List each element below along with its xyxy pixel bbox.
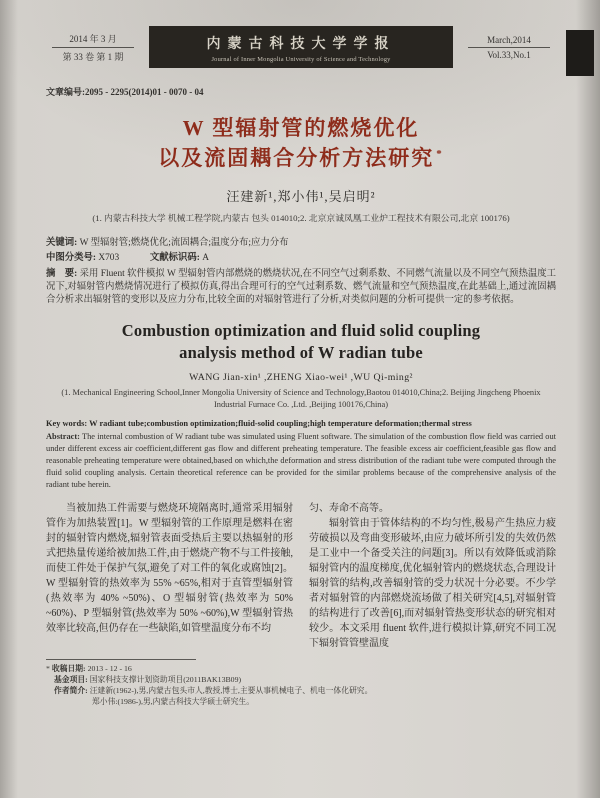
divider [468,47,550,48]
article-number: 文章编号:2095 - 2295(2014)01 - 0070 - 04 [46,87,204,97]
abstract-label-en: Abstract: [46,432,80,442]
paper-title-line1: W 型辐射管的燃烧优化 [182,116,420,140]
body-column-left [46,501,293,651]
doc-code-label: 文献标识码: [149,253,200,264]
clc-label: 中图分类号: [46,253,96,264]
issue-info-left [46,26,140,68]
clc-line [46,252,556,265]
paper-title-line2-text: 以及流固耦合分析方法研究 [158,146,435,171]
footnote-marker: * [46,664,50,674]
paper-title-cn [46,113,556,174]
divider [52,47,134,48]
paper-title-line2 [46,143,556,173]
authors-cn: 汪建新¹,郑小伟¹,吴启明² [226,188,376,204]
bio-label: 作者简介: [54,686,88,696]
keywords-line-en [46,418,556,430]
fund-line [46,674,556,685]
issue-date-en: March,2014 [487,34,531,45]
meta-block [46,237,556,308]
keywords-label-en: Key words: [46,418,88,428]
paper-title-en [46,320,556,365]
author-bio-line-1 [46,685,556,696]
paper-title-en-line2: analysis method of W radian tube [179,342,423,362]
footnote-block [46,659,556,707]
keywords-line-cn [46,237,556,250]
bio-value-1: 汪建新(1962-),男,内蒙古包头市人,教授,博士,主要从事机械电子、机电一体化研究。 [89,686,373,696]
volume-issue-en: Vol.33,No.1 [487,49,531,60]
received-value: 2013 - 12 - 16 [87,664,132,674]
fund-label: 基金项目: [54,675,88,685]
affiliation-en: (1. Mechanical Engineering School,Inner Mongolia University of Science and Technology,Baotou 014010,China;2. Beijing Jingcheng Phoenix Industrial Furnace Co. ,Ltd. ,Beijing 100176,China) [61,388,541,409]
clc-value: X703 [98,253,120,264]
body-paragraph-right-cont: 匀、寿命不高等。 [309,503,389,515]
title-footnote-marker: * [436,148,444,161]
body-paragraph-right: 辐射管由于管体结构的不均匀性,极易产生热应力疲劳破损以及弯曲变形破坏,由应力破坏所引发的失效仍然是工业中一个备受关注的问题[3]。所以有效降低或消除辐射管内的温度梯度,优化辐射管内的燃烧状态,合理设计辐射管的结构,改善辐射管的受力状况十分必要。不少学者对辐射管的内部燃烧流场做了相关研究[4,5],对辐射管的结构进行了改善[6],而对辐射管热变形状态的研究相对较少。本文采用 fluent 软件,进行模拟计算,研究不同工况下辐射管管壁温度 [309,518,556,650]
paper-title-en-line1: Combustion optimization and fluid solid coupling [121,320,481,340]
doc-code-value: A [202,253,209,264]
keywords-label-cn: 关键词: [46,237,78,248]
issue-date-cn: 2014 年 3 月 [69,33,117,44]
footnote-divider [46,659,196,660]
abstract-cn [46,268,556,308]
volume-issue-cn: 第 33 卷 第 1 期 [62,51,124,62]
received-date-line [46,663,556,674]
abstract-en [46,431,556,491]
affiliation-cn: (1. 内蒙古科技大学 机械工程学院,内蒙古 包头 014010;2. 北京京诚凤凰工业炉工程技术有限公司,北京 100176) [92,212,510,223]
body-paragraph-left: 当被加热工件需要与燃烧环境隔离时,通常采用辐射管作为加热装置[1]。W 型辐射管的工作原理是燃料在密封的辐射管内燃烧,辐射管表面受热后主要以热辐射的形式把热量传递给被加热工件,由于燃烧产物不与工件接触,而使工件处于保护气氛,避免了对工件的氧化或腐蚀[2]。W 型辐射管的热效率为 55% ~65%,相对于直管型辐射管(热效率为 40% ~50%)、O 型辐射管(热效率为 50% ~60%)、P 型辐射管(热效率为 50% ~60%),W 型辐射管热效率比较高,但仍存在一些缺陷,如管壁温度分布不均 [46,503,293,635]
body-column-right [309,501,556,651]
journal-title-banner [149,26,453,68]
received-label: 收稿日期: [51,664,86,674]
keywords-value-cn: W 型辐射管;燃烧优化;流固耦合;温度分布;应力分布 [79,237,289,248]
author-bio-line-2: 郑小伟:(1986-),男,内蒙古科技大学硕士研究生。 [92,697,254,707]
issue-info-right [462,26,556,68]
abstract-label-cn: 摘 要: [46,268,78,279]
keywords-value-en: W radiant tube;combustion optimization;fluid-solid coupling;high temperature deformation;thermal stress [89,418,472,428]
abstract-text-en: The internal combustion of W radiant tube was simulated using Fluent software. The simulation of the combustion flow field was carried out under different excess air coefficient,different gas flow and different preheating temperature. The feasible excess air coefficient,feasible gas flow and reasonable preheating temperature were obtained,based on which,the deformation and stress distribution of the radiant tube were computed through the fluid solid coupling analysis. Certain theoretical reference can be provided for the similar problems because of the comprehensive analysis of the radiant tube herein. [46,432,556,490]
body-columns [46,501,556,651]
authors-en: WANG Jian-xin¹ ,ZHENG Xiao-wei¹ ,WU Qi-ming² [189,372,413,384]
abstract-text-cn: 采用 Fluent 软件模拟 W 型辐射管内部燃烧的燃烧状况,在不同空气过剩系数、不同燃气流量以及不同空气预热温度工况下,对辐射管内燃烧情况进行了模拟仿真,得出合理可行的空气过剩系数、燃气流量和空气预热温度,在此基础上,通过流固耦合分析求出辐射管的变形以及应力分布,比较全面的对辐射管进行了分析,对类似问题的分析可提供一定的参考依据。 [46,268,556,306]
journal-title-cn: 内蒙古科技大学学报 [206,37,396,52]
fund-value: 国家科技支撑计划资助项目(2011BAK13B09) [89,675,242,685]
journal-header [46,26,556,68]
journal-title-en: Journal of Inner Mongolia University of Science and Technology [211,56,391,63]
